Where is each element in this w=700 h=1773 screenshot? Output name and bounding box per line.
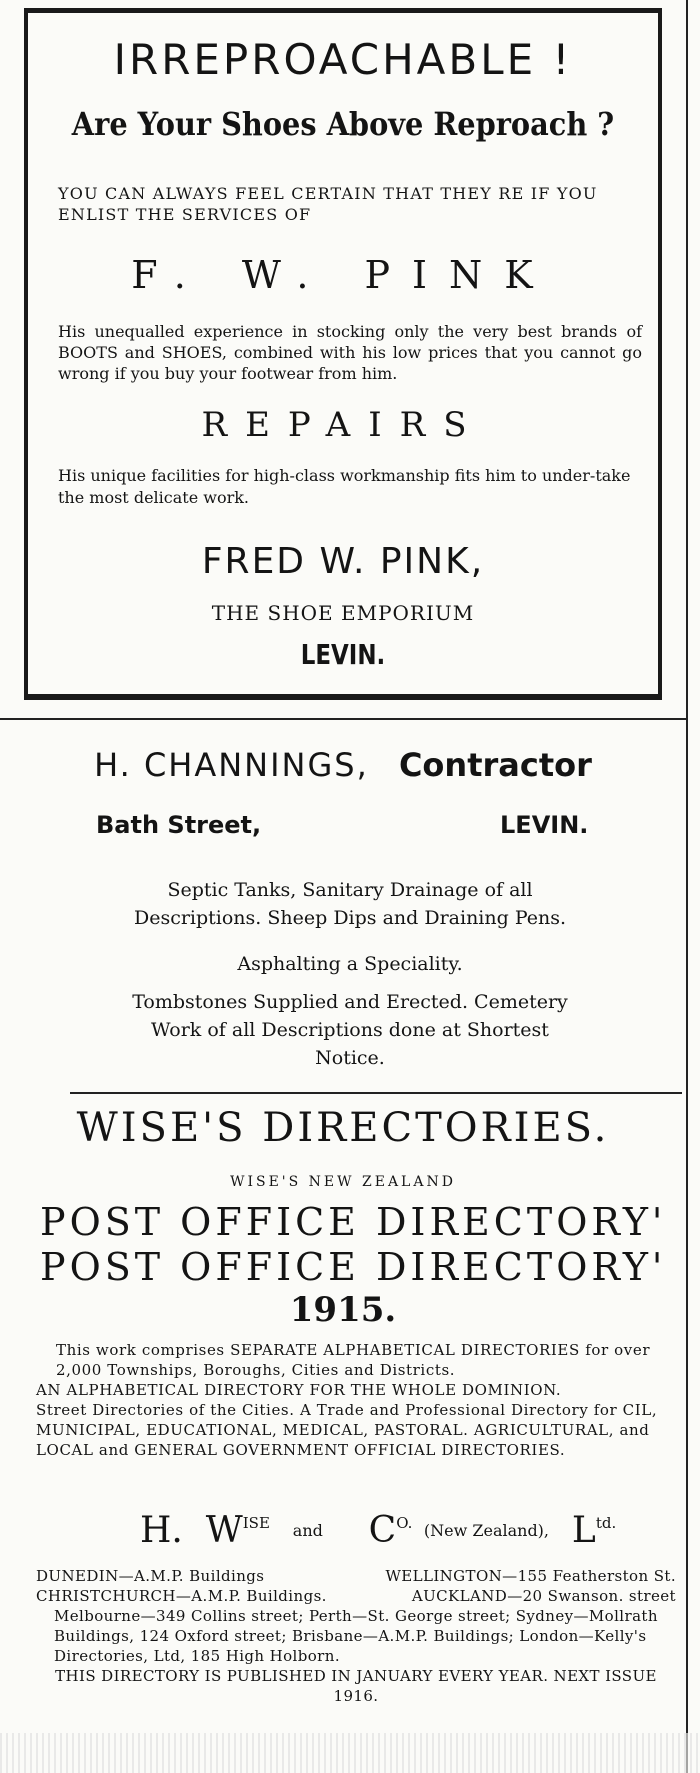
street-address: Bath Street,	[96, 811, 262, 839]
repairs-body: His unique facilities for high-class workmanship fits him to under-take the most delicate work.	[58, 466, 631, 507]
company-c: C	[368, 1510, 397, 1551]
address-other: Melbourne—349 Collins street; Perth—St. George street; Sydney—Mollrath Buildings, 124 Oxford street; Brisbane—A.M.P. Buildings; London—Kelly's Directories, Ltd, 185 High Holborn.	[54, 1607, 658, 1665]
directories-subtitle: WISE'S NEW ZEALAND	[230, 1174, 456, 1190]
company-o: O.	[396, 1514, 413, 1532]
company-h: H.	[140, 1510, 183, 1551]
company-name	[140, 1510, 640, 1551]
closing-note: THIS DIRECTORY IS PUBLISHED IN JANUARY EVERY YEAR. NEXT ISSUE 1916.	[55, 1667, 657, 1705]
merchant-name: F. W. PINK	[131, 253, 555, 297]
company-ise: ISE	[242, 1514, 270, 1532]
speciality-paragraph: Asphalting a Speciality.	[237, 953, 463, 975]
body-line: Street Directories of the Cities. A Trade and Professional Directory for CIL, MUNICIPAL, EDUCATIONAL, MEDICAL, PASTORAL. AGRICULTURAL, and LOCAL and GENERAL GOVERNMENT OFFICIAL DIRECTORIES.	[36, 1401, 658, 1459]
contractor-town: LEVIN.	[500, 811, 589, 839]
body-line: This work comprises SEPARATE ALPHABETICAL DIRECTORIES for over 2,000 Townships, Boroughs, Cities and Districts.	[56, 1341, 651, 1379]
repairs-heading: REPAIRS	[201, 405, 485, 445]
company-ltd: td.	[595, 1514, 617, 1532]
address-christchurch: CHRISTCHURCH—A.M.P. Buildings.	[36, 1587, 327, 1605]
company-nz: (New Zealand),	[423, 1521, 550, 1540]
company-and: and	[292, 1521, 323, 1540]
ad-intro	[58, 183, 638, 225]
address-dunedin: DUNEDIN—A.M.P. Buildings	[36, 1567, 265, 1585]
pink-advertisement	[24, 8, 662, 700]
contractor-name: H. CHANNINGS,	[94, 746, 369, 784]
divider	[70, 1092, 682, 1094]
address-wellington: WELLINGTON—155 Featherston St.	[385, 1567, 676, 1585]
shop-name: THE SHOE EMPORIUM	[211, 601, 475, 625]
company-w: W	[205, 1510, 243, 1551]
shop-town: LEVIN.	[300, 638, 386, 671]
directory-year: 1915.	[289, 1290, 397, 1330]
signature: FRED W. PINK,	[201, 541, 485, 582]
body-line: AN ALPHABETICAL DIRECTORY FOR THE WHOLE DOMINION.	[36, 1381, 562, 1399]
intro-line-1: YOU CAN ALWAYS FEEL CERTAIN THAT THEY RE IF YOU	[58, 184, 598, 203]
services-paragraph: Septic Tanks, Sanitary Drainage of all Descriptions. Sheep Dips and Draining Pens.	[133, 879, 567, 929]
address-auckland: AUCKLAND—20 Swanson. street	[411, 1587, 676, 1605]
channings-heading	[0, 746, 686, 784]
print-noise	[0, 1733, 700, 1773]
company-l: L	[571, 1510, 596, 1551]
page-edge	[686, 0, 688, 1773]
ad-subheadline: Are Your Shoes Above Reproach ?	[71, 105, 615, 143]
post-office-directory-line: POST OFFICE DIRECTORY'	[40, 1245, 667, 1289]
divider	[0, 718, 686, 720]
directories-body	[36, 1340, 676, 1460]
directories-title: WISE'S DIRECTORIES.	[76, 1105, 610, 1151]
contractor-trade: Contractor	[398, 746, 592, 784]
intro-line-2: ENLIST THE SERVICES OF	[58, 205, 312, 224]
tombstones-paragraph: Tombstones Supplied and Erected. Cemetery Work of all Descriptions done at Shortest Notice.	[132, 991, 568, 1069]
ad-headline: IRREPROACHABLE !	[113, 35, 573, 84]
post-office-directory-line: POST OFFICE DIRECTORY'	[40, 1200, 667, 1244]
office-addresses	[36, 1566, 676, 1706]
ad-body: His unequalled experience in stocking only the very best brands of BOOTS and SHOES, combined with his low prices that you cannot go wrong if you buy your footwear from him.	[58, 322, 642, 383]
